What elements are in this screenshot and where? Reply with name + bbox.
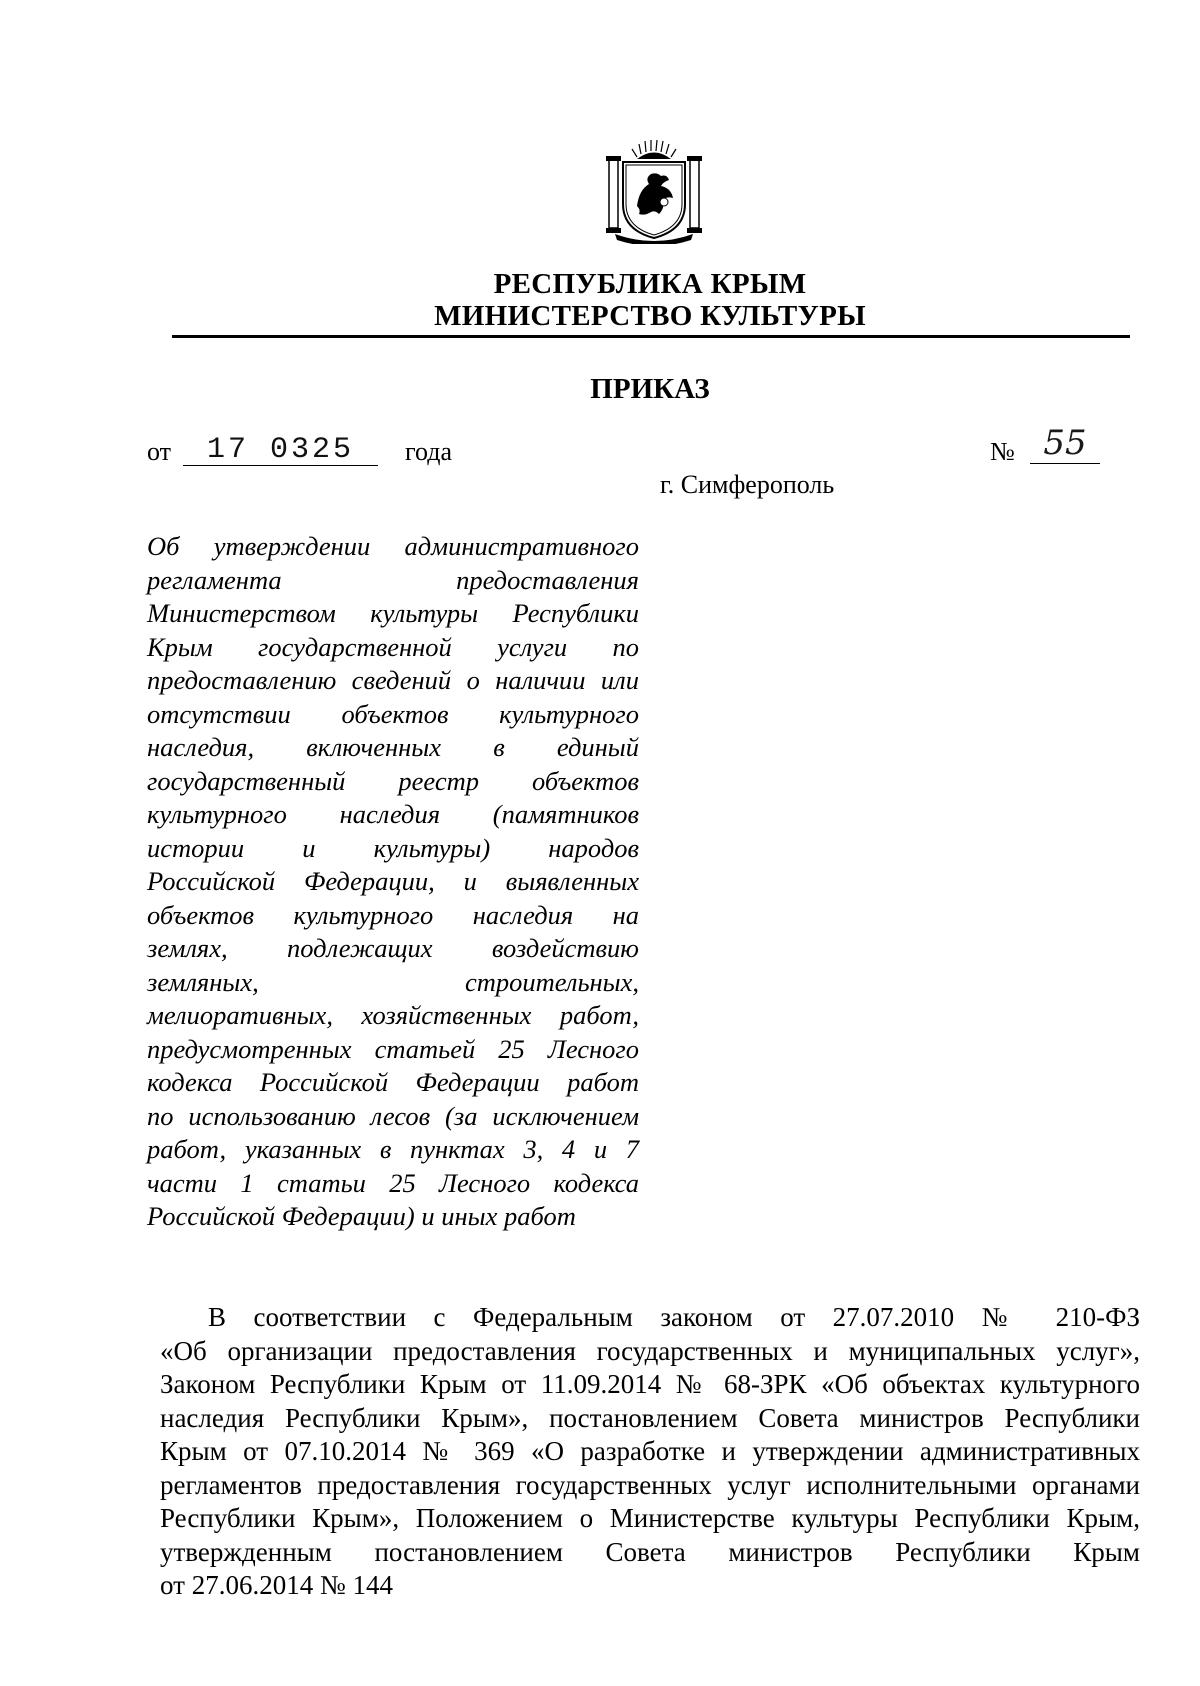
preamble-paragraph: [160, 1301, 1140, 1603]
body-line: В соответствии с Федеральным законом от 27.07.2010 № 210-ФЗ: [208, 1302, 1140, 1332]
org-name-republic: РЕСПУБЛИКА КРЫМ: [493, 268, 807, 300]
date-prefix: от: [147, 437, 172, 466]
subject-line: государственный реестр объектов: [147, 765, 639, 796]
subject-line: объектов культурного наследия на: [147, 899, 639, 930]
document-subject: [147, 530, 639, 1234]
subject-line: предусмотренных статьей 25 Лесного: [147, 1033, 639, 1064]
document-type-title: ПРИКАЗ: [590, 373, 710, 405]
subject-line: Об утверждении административного: [147, 531, 639, 561]
body-line: Крым от 07.10.2014 № 369 «О разработке и утверждении административных: [160, 1436, 1140, 1466]
body-line: регламентов предоставления государственных услуг исполнительными органами: [160, 1469, 1140, 1500]
subject-line: регламента предоставления: [147, 564, 639, 595]
subject-line: по использованию лесов (за исключением: [147, 1100, 639, 1131]
org-name-ministry: МИНИСТЕРСТВО КУЛЬТУРЫ: [434, 300, 866, 332]
subject-line: Российской Федерации, и выявленных: [147, 866, 639, 896]
subject-line: наследия, включенных в единый: [147, 732, 639, 762]
subject-line: работ, указанных в пунктах 3, 4 и 7: [147, 1134, 639, 1164]
number-sign: №: [990, 437, 1015, 466]
subject-line: Министерством культуры Республики: [147, 598, 639, 628]
body-line: от 27.06.2014 № 144: [160, 1570, 393, 1600]
subject-line: Российской Федерации) и иных работ: [147, 1201, 576, 1231]
subject-line: истории и культуры) народов: [147, 832, 639, 863]
body-line: «Об организации предоставления государственных и муниципальных услуг»,: [160, 1335, 1140, 1366]
subject-line: предоставлению сведений о наличии или: [147, 665, 639, 695]
subject-line: Крым государственной услуги по: [147, 631, 639, 662]
document-number: 55: [1030, 423, 1100, 464]
subject-line: землях, подлежащих воздействию: [147, 933, 639, 963]
body-line: наследия Республики Крым», постановлением Совета министров Республики: [160, 1402, 1140, 1433]
subject-line: отсутствии объектов культурного: [147, 698, 639, 729]
body-line: Республики Крым», Положением о Министерстве культуры Республики Крым,: [160, 1503, 1140, 1533]
city: г. Симферополь: [660, 470, 835, 499]
subject-line: кодекса Российской Федерации работ: [147, 1067, 639, 1097]
subject-line: части 1 статьи 25 Лесного кодекса: [147, 1167, 639, 1198]
body-line: Законом Республики Крым от 11.09.2014 № 68-ЗРК «Об объектах культурного: [160, 1369, 1140, 1399]
crimea-coat-of-arms-icon: [601, 138, 707, 244]
subject-line: мелиоративных, хозяйственных работ,: [147, 1000, 639, 1030]
header-divider: [172, 335, 1130, 338]
subject-line: культурного наследия (памятников: [147, 799, 639, 829]
date-suffix: года: [405, 437, 453, 466]
subject-line: земляных, строительных,: [147, 966, 639, 997]
body-line: утвержденным постановлением Совета министров Республики Крым: [160, 1536, 1140, 1567]
date-value: 17 0325: [183, 433, 378, 466]
